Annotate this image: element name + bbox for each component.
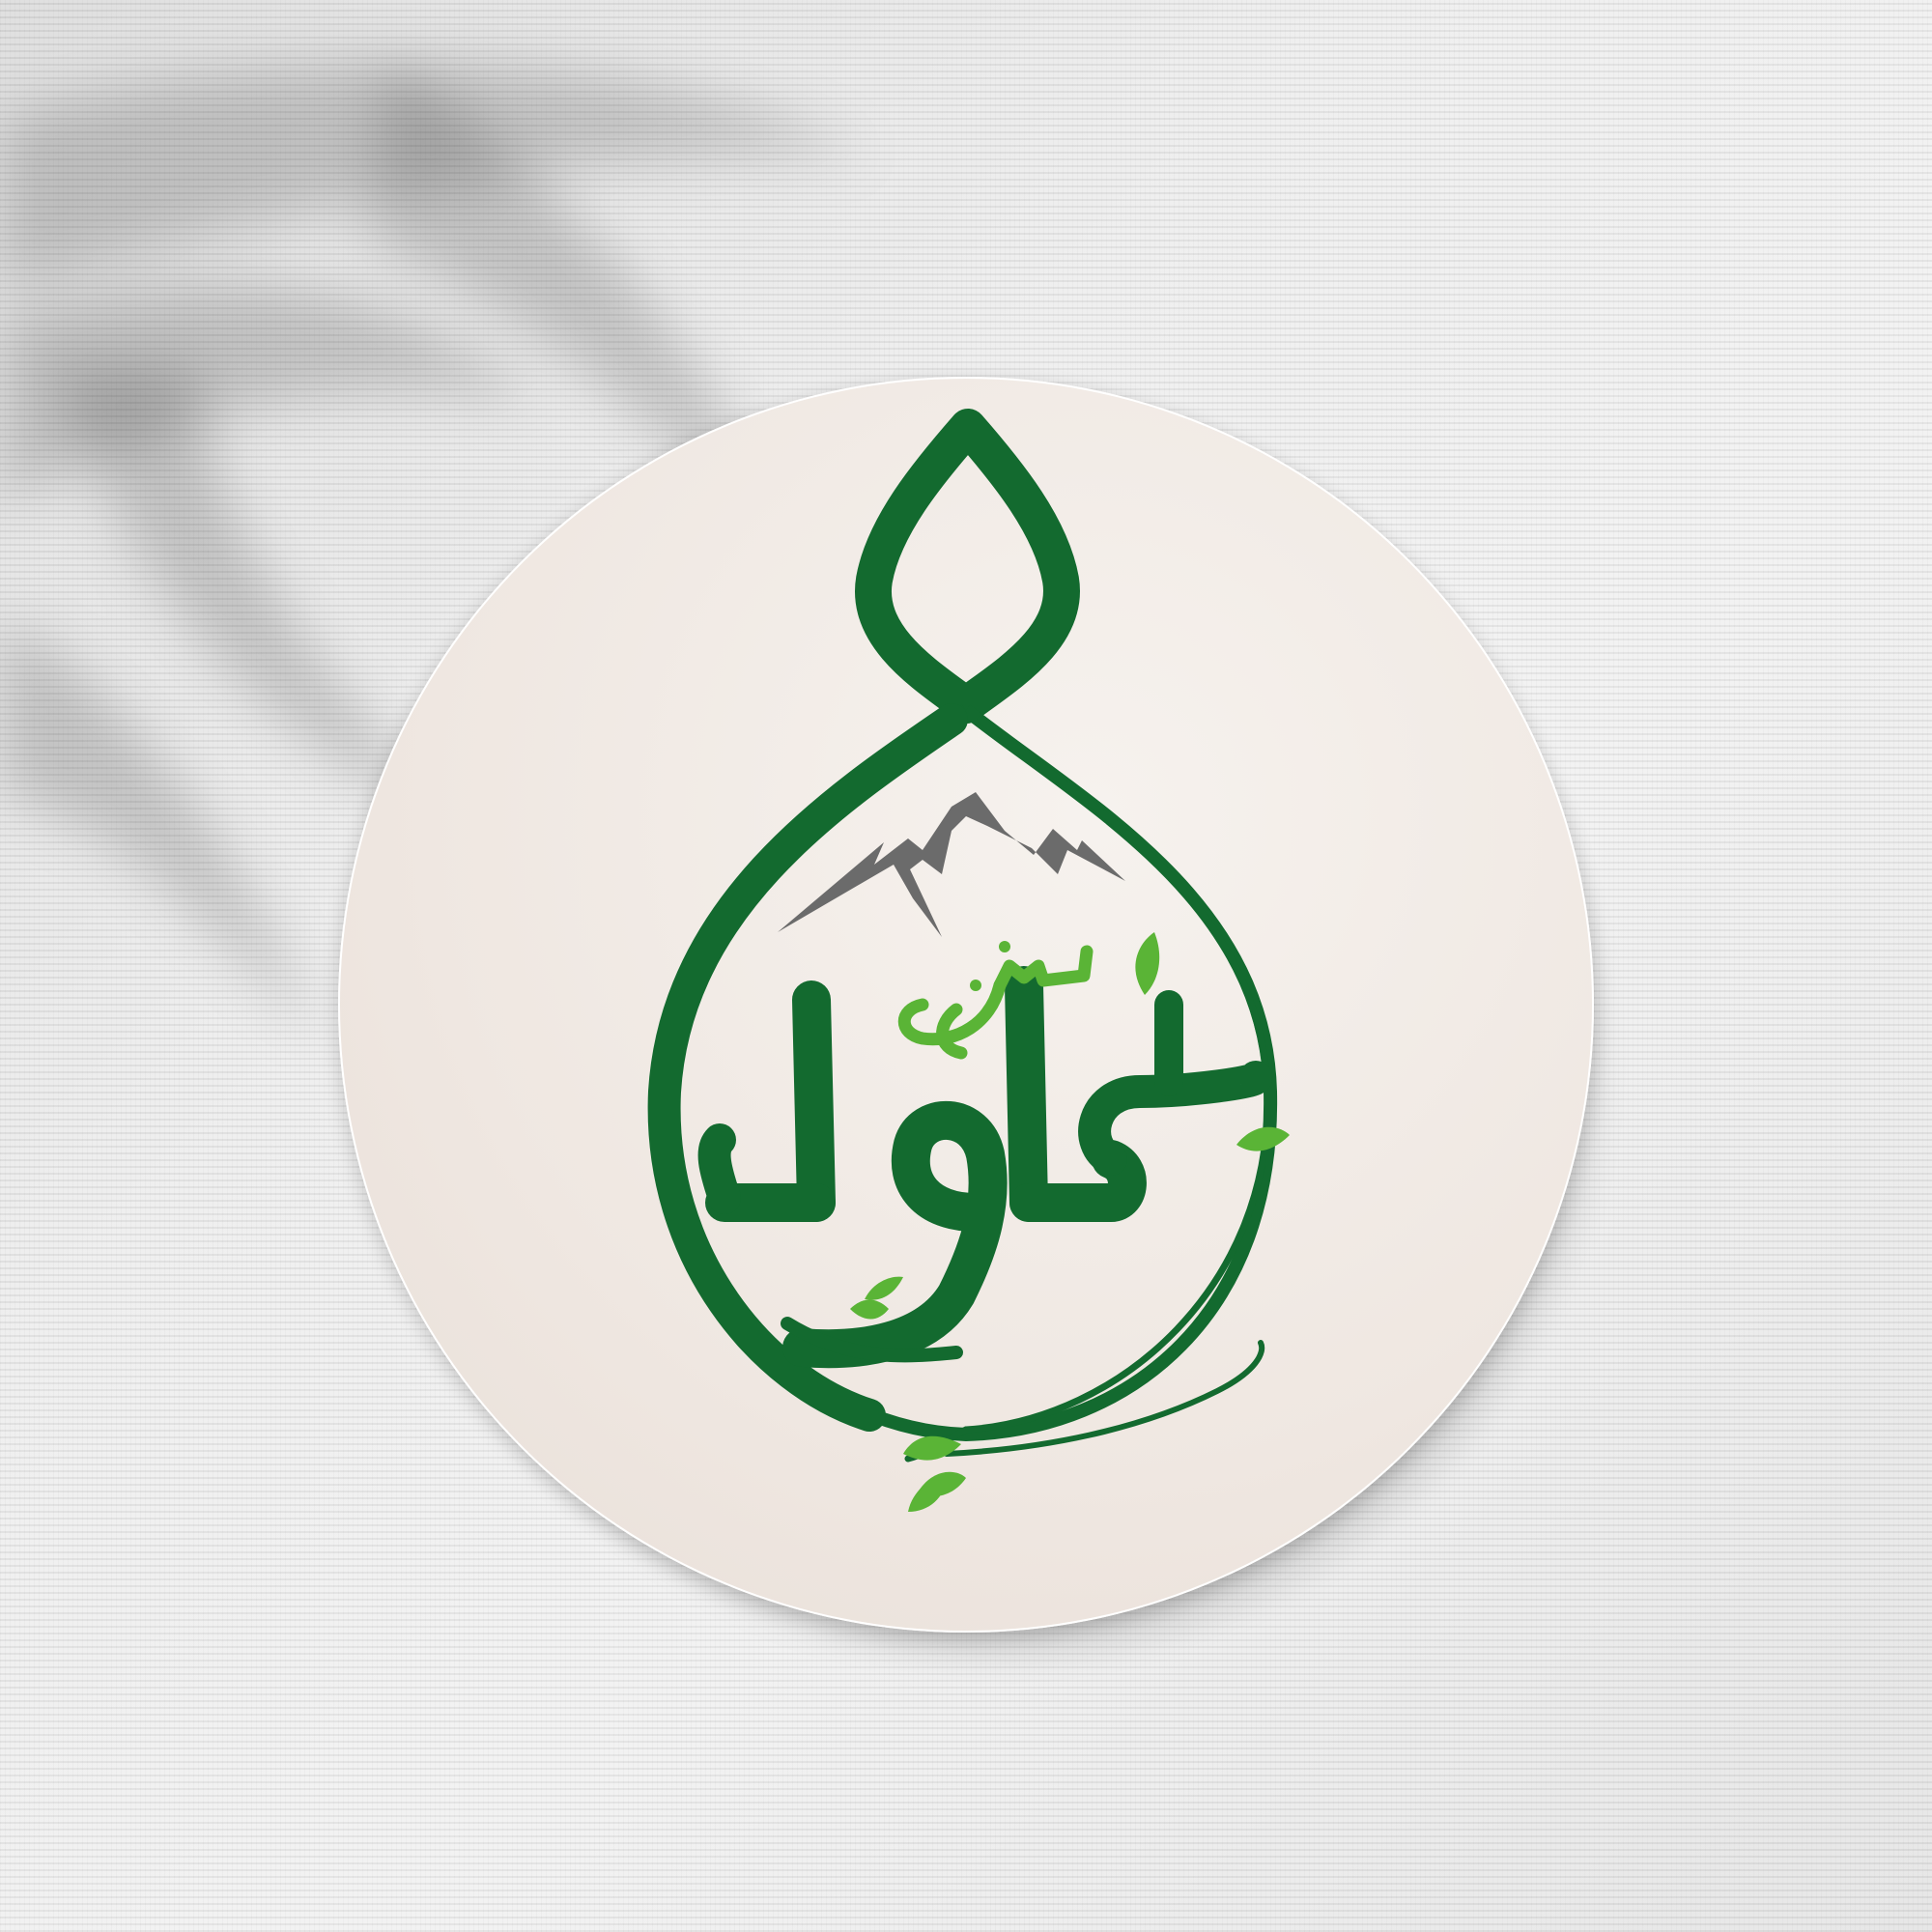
logo-top-loop <box>873 427 1062 705</box>
leaf-icon <box>1135 932 1159 995</box>
leaf-icon <box>1236 1127 1290 1151</box>
sub-calligraphy <box>904 941 1087 1053</box>
logo-sub-text: منتزي <box>1003 1005 1007 1006</box>
leaf-icon <box>865 1277 903 1300</box>
leaf-icon <box>850 1300 889 1320</box>
logo-main-text: بني وليد <box>964 1246 968 1247</box>
